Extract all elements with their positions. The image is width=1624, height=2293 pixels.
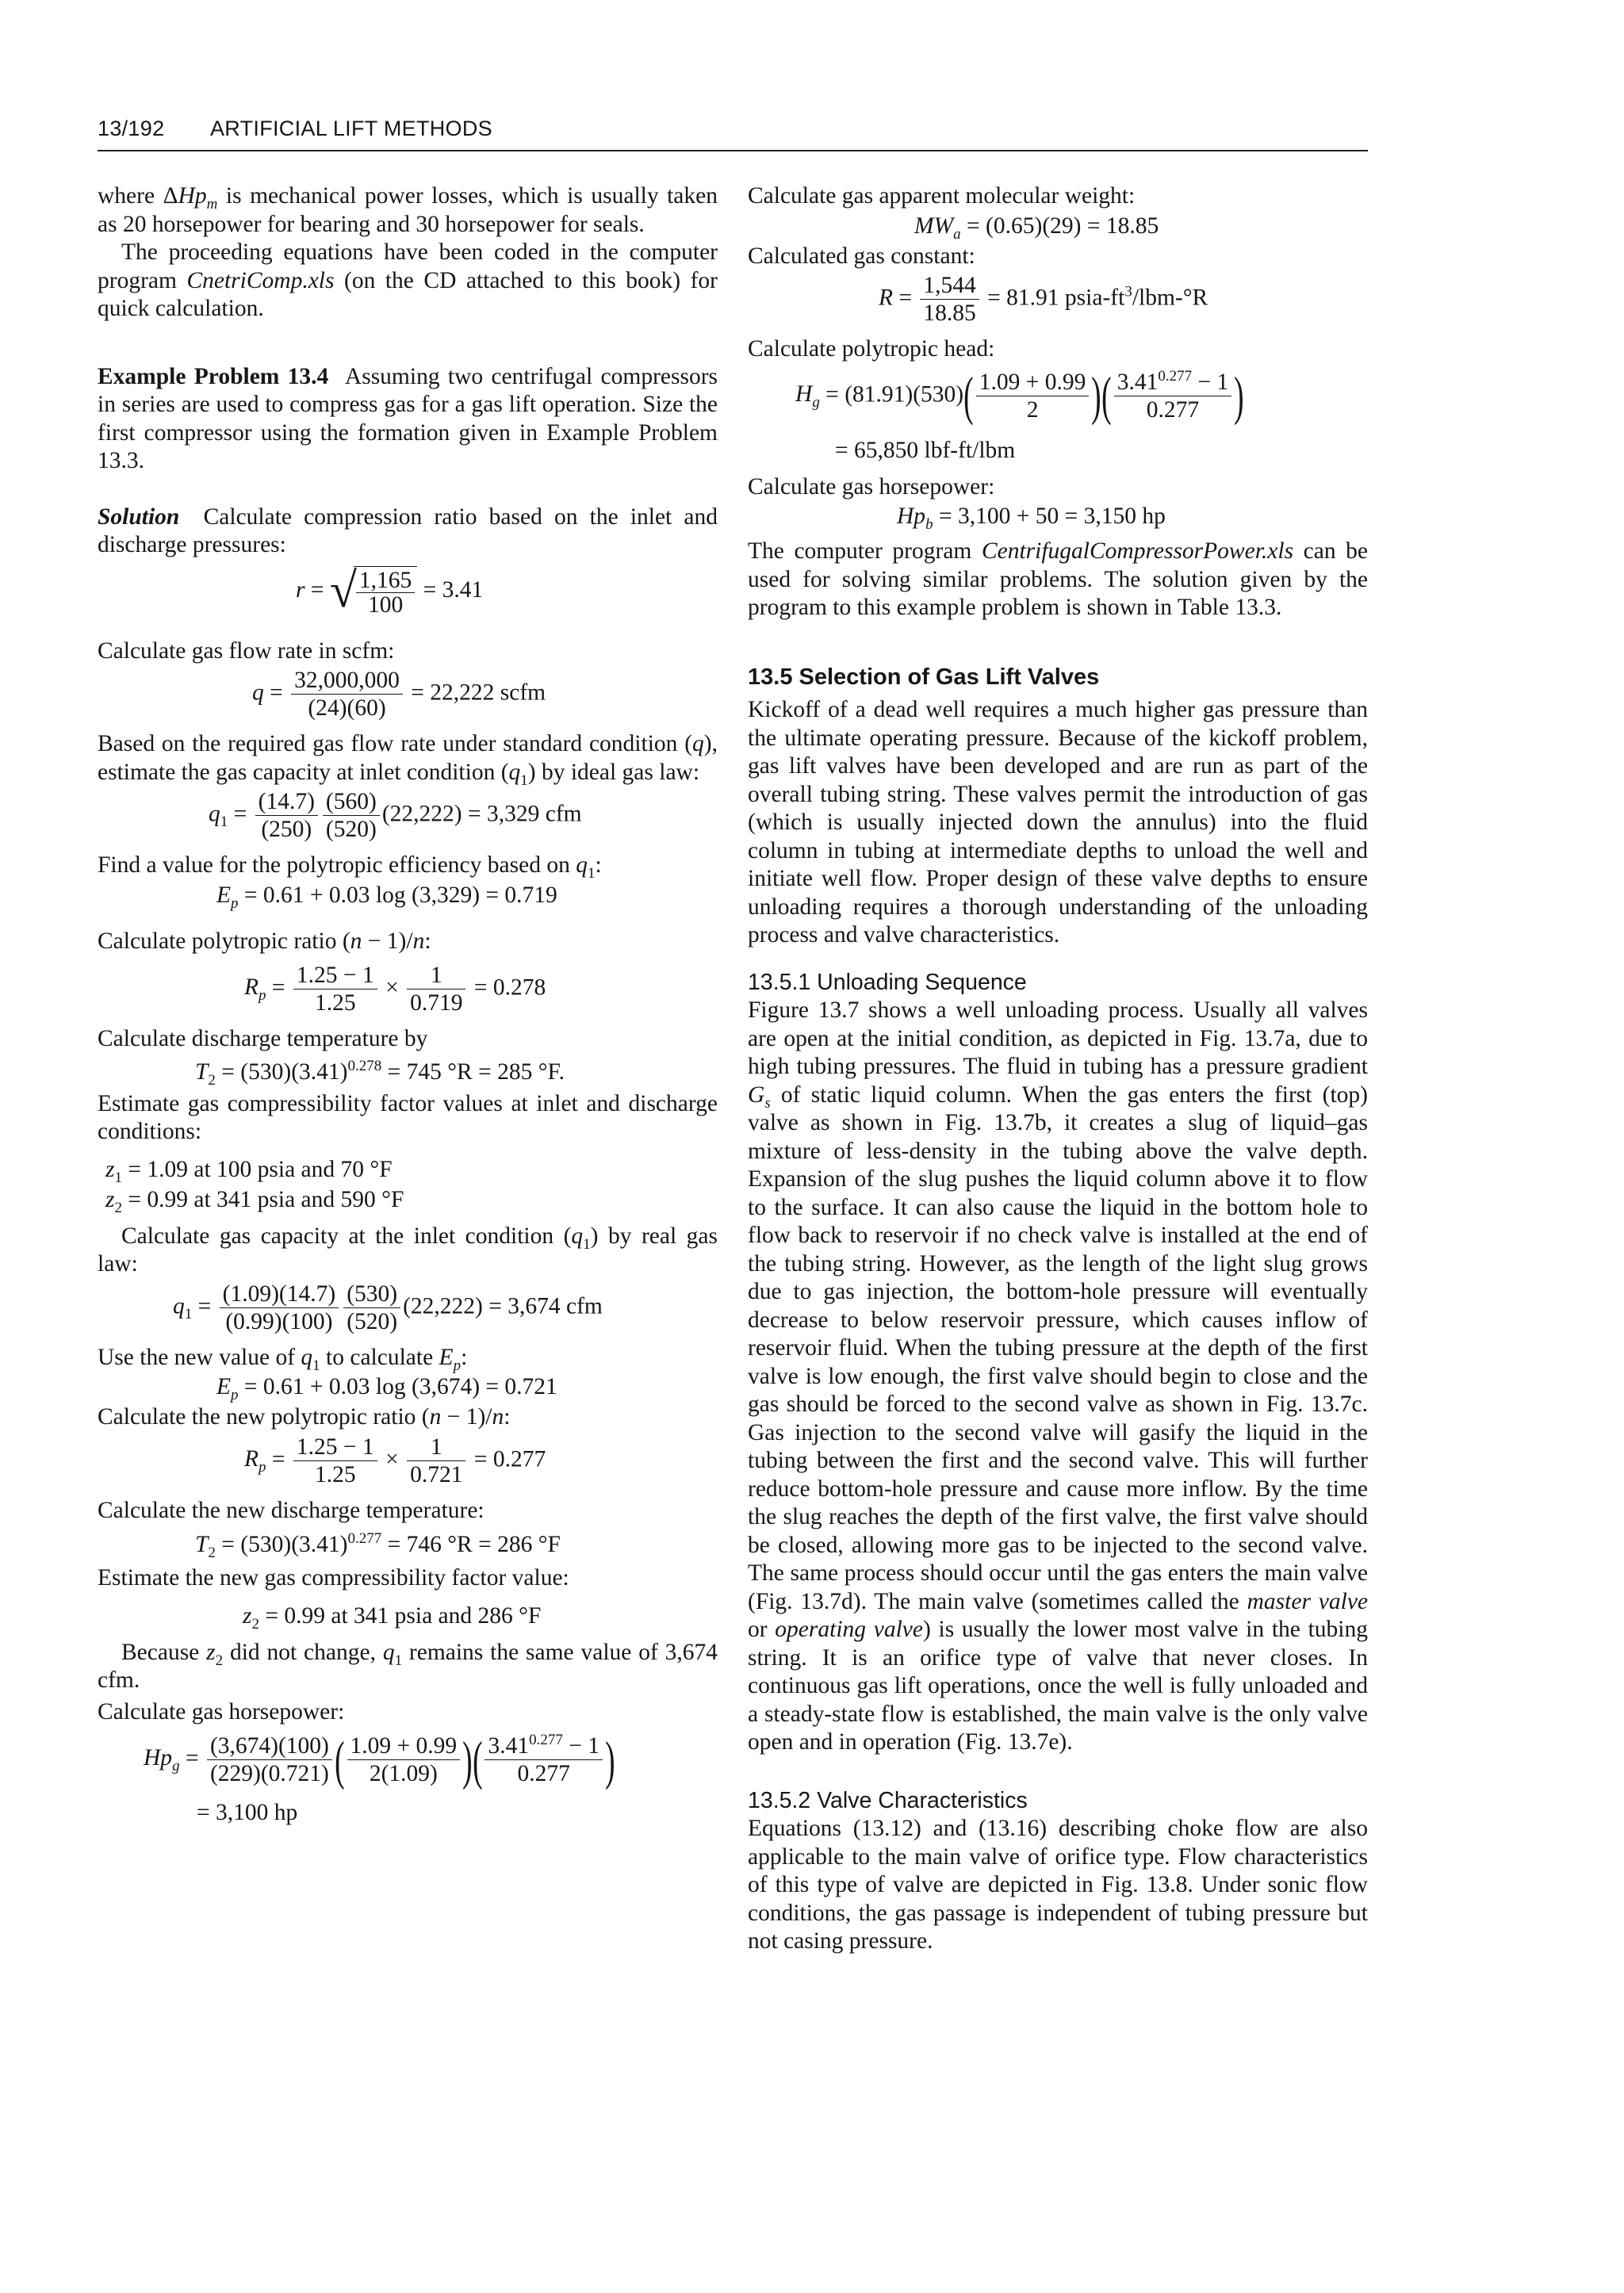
example-label: Example Problem 13.4 bbox=[98, 363, 329, 389]
paragraph-unloading-sequence: Figure 13.7 shows a well unloading process. Usually all valves are open at the initial condition, as depicted in Fig. 13.7a, due to high tubing pressures. The fluid in tubing has a pressure gradient $G_s$ of static liquid column. When the gas enters the first (top) valve as shown in Fig. 13.7b, it creates a slug of liquid–gas mixture of less-density in the tubing above the valve depth. Expansion of the slug pushes the liquid column above it to flow to the surface. It can also cause the liquid in the bottom hole to flow back to reservoir if no check valve is installed at the end of the tubing string. However, as the length of the light slug grows due to gas injection, the bottom-hole pressure will eventually decrease to below reservoir pressure, which causes inflow of reservoir fluid. When the tubing pressure at the depth of the first valve is low enough, the first valve should begin to close and the gas should be forced to the second valve as shown in Fig. 13.7c. Gas injection to the second valve will gasify the liquid in the tubing between the first and the second valve. This will further reduce bottom-hole pressure and cause more inflow. By the time the slug reaches the depth of the first valve, the first valve should be closed, allowing more gas to be injected to the second valve. The same process should occur until the gas enters the main valve (Fig. 13.7d). The main valve (sometimes called the master valve or operating valve) is usually the lower most valve in the tubing string. It is an orifice type of valve that never closes. In continuous gas lift operations, once the well is fully unloaded and a steady-state flow is established, the main valve is the only valve open and in operation (Fig. 13.7e). bbox=[748, 997, 1369, 1755]
equation-flow-rate: q = $\frac{32,000,000}{(24)(60)}$ = 22,222 scfm bbox=[252, 668, 546, 721]
text-estimate-z: Estimate gas compressibility factor values at inlet and discharge conditions: bbox=[98, 1090, 718, 1144]
subsection-heading-13-5-2: 13.5.2 Valve Characteristics bbox=[748, 1787, 1028, 1813]
text-real-gas: Calculate gas capacity at the inlet condition $(q_1)$ by real gas law: bbox=[98, 1223, 718, 1277]
equation-z2-new: $z_2 = 0.99$ at 341 psia and 286 °F bbox=[243, 1602, 542, 1633]
equation-brake-horsepower: $Hp_b = 3,100 + 50 = 3,150$ hp bbox=[897, 503, 1166, 533]
equation-inlet-capacity-real: $q_1$ = $\frac{(1.09)(14.7)}{(0.99)(100)}$ $\frac{(530)}{(520)}$ (22,222) = 3,674 cfm bbox=[173, 1280, 603, 1334]
running-header bbox=[98, 117, 1368, 151]
section-heading-13-5: 13.5 Selection of Gas Lift Valves bbox=[748, 664, 1100, 690]
paragraph-section-13-5: Kickoff of a dead well requires a much higher gas pressure than the ultimate operating pressure. Because of the kickoff problem, gas lift valves have been developed and are run as part of the overall tubing string. These valves permit the introduction of gas (which is usually injected down the annulus) into the fluid column in tubing at intermediate depths to unload the well and initiate well flow. Proper design of these valve depths to ensure unloading requires a thorough understanding of the unloading process and valve characteristics. bbox=[748, 697, 1368, 947]
solution-intro: Solution Calculate compression ratio based on the inlet and discharge pressures: bbox=[98, 503, 718, 557]
equation-inlet-capacity-ideal: $q_1$ = $\frac{(14.7)}{(250)}$ $\frac{(560)}{(520)}$ (22,222) = 3,329 cfm bbox=[209, 789, 582, 842]
text-new-polytropic-ratio: Calculate the new polytropic ratio (n − 1)/n: bbox=[98, 1404, 511, 1430]
equation-discharge-temp-2: $T_2 = (530)(3.41)^{0.277} = 746$ °R = 286 °F bbox=[195, 1530, 561, 1561]
equation-efficiency-1: $E_p = 0.61 + 0.03$ log (3,329) = 0.719 bbox=[216, 882, 557, 912]
text-use-new-q1: Use the new value of $q_1$ to calculate $E_p$: bbox=[98, 1344, 468, 1374]
text-polytropic-ratio: Calculate polytropic ratio (n − 1)/n: bbox=[98, 928, 431, 954]
equation-gas-horsepower-result: = 3,100 hp bbox=[197, 1800, 298, 1825]
text-new-z: Estimate the new gas compressibility factor value: bbox=[98, 1565, 569, 1591]
equation-discharge-temp-1: $T_2 = (530)(3.41)^{0.278} = 745$ °R = 285 °F. bbox=[195, 1057, 565, 1089]
text-because: Because $z_2$ did not change, $q_1$ remains the same value of 3,674 cfm. bbox=[98, 1639, 718, 1693]
text-new-discharge-temp: Calculate the new discharge temperature: bbox=[98, 1497, 485, 1523]
text-discharge-temp: Calculate discharge temperature by bbox=[98, 1026, 428, 1051]
equation-z1: $z_1 = 1.09$ at 100 psia and 70 °F bbox=[105, 1156, 393, 1186]
equation-z2: $z_2 = 0.99$ at 341 psia and 590 °F bbox=[105, 1186, 404, 1216]
text-find-efficiency: Find a value for the polytropic efficiency based on $q_1$: bbox=[98, 852, 602, 882]
paragraph-program-note: The proceeding equations have been coded in the computer program CnetriComp.xls (on the CD attached to this book) for quick calculation. bbox=[98, 239, 718, 321]
equation-polytropic-head: $H_g = (81.91)(530)$( $\frac{1.09 + 0.99}{2}$ )( $\frac{3.41^{0.277} - 1}{0.277}$ ) bbox=[795, 366, 1244, 426]
equation-molecular-weight: $MW_a = (0.65)(29) = 18.85$ bbox=[914, 212, 1159, 243]
solution-label: Solution bbox=[98, 503, 180, 530]
equation-gas-horsepower: $Hp_g$ = $\frac{(3,674)(100)}{(229)(0.721)}$ ( $\frac{1.09 + 0.99}{2(1.09)}$ )( $\frac{3.41^{0.277} - 1}{0.277}$ ) bbox=[144, 1729, 615, 1790]
text-gas-horsepower: Calculate gas horsepower: bbox=[98, 1698, 345, 1725]
text-gas-horsepower-right: Calculate gas horsepower: bbox=[748, 473, 995, 500]
equation-compression-ratio: r = √ $\frac{1,165}{100}$ = 3.41 bbox=[296, 563, 484, 618]
equation-polytropic-ratio-2: $R_p$ = $\frac{1.25 - 1}{1.25}$ × $\frac{1}{0.721}$ = 0.277 bbox=[244, 1434, 546, 1487]
text-flow-rate: Calculate gas flow rate in scfm: bbox=[98, 637, 395, 664]
text-molecular-weight: Calculate gas apparent molecular weight: bbox=[748, 183, 1136, 209]
equation-polytropic-ratio-1: $R_p$ = $\frac{1.25 - 1}{1.25}$ × $\frac{1}{0.719}$ = 0.278 bbox=[244, 963, 546, 1016]
text-polytropic-head: Calculate polytropic head: bbox=[748, 336, 995, 362]
page-number: 13/192 bbox=[98, 117, 165, 140]
right-column bbox=[748, 182, 1368, 1956]
paragraph-power-losses: where ΔHp$_m$ is mechanical power losses, which is usually taken as 20 horsepower for bearing and 30 horsepower for seals. bbox=[98, 183, 718, 237]
text-ideal-gas: Based on the required gas flow rate under standard condition (q), estimate the gas capacity at inlet condition $(q_1)$ by ideal gas law: bbox=[98, 731, 718, 789]
program-name-2: CentrifugalCompressorPower.xls bbox=[981, 538, 1294, 564]
program-name: CnetriComp.xls bbox=[186, 267, 335, 293]
subsection-heading-13-5-1: 13.5.1 Unloading Sequence bbox=[748, 969, 1027, 995]
left-column bbox=[98, 182, 718, 1829]
paragraph-valve-characteristics: Equations (13.12) and (13.16) describing choke flow are also applicable to the main valve of orifice type. Flow characteristics of this type of valve are depicted in Fig. 13.8. Under sonic flow conditions, the gas passage is independent of tubing pressure but not casing pressure. bbox=[748, 1816, 1368, 1954]
equation-polytropic-head-result: = 65,850 lbf-ft/lbm bbox=[835, 437, 1016, 463]
text-gas-constant: Calculated gas constant: bbox=[748, 243, 975, 269]
example-problem: Example Problem 13.4 Assuming two centrifugal compressors in series are used to compress gas for a gas lift operation. Size the first compressor using the formation given in Example Problem 13.3. bbox=[98, 363, 718, 473]
equation-efficiency-2: $E_p = 0.61 + 0.03$ log (3,674) = 0.721 bbox=[216, 1374, 557, 1403]
paragraph-computer-program: The computer program CentrifugalCompressorPower.xls can be used for solving similar problems. The solution given by the program to this example problem is shown in Table 13.3. bbox=[748, 538, 1369, 620]
equation-gas-constant: R = $\frac{1,544}{18.85}$ = 81.91 psia-$ft^3/lbm-^\circ R$ bbox=[879, 273, 1208, 326]
running-title: ARTIFICIAL LIFT METHODS bbox=[210, 117, 492, 140]
